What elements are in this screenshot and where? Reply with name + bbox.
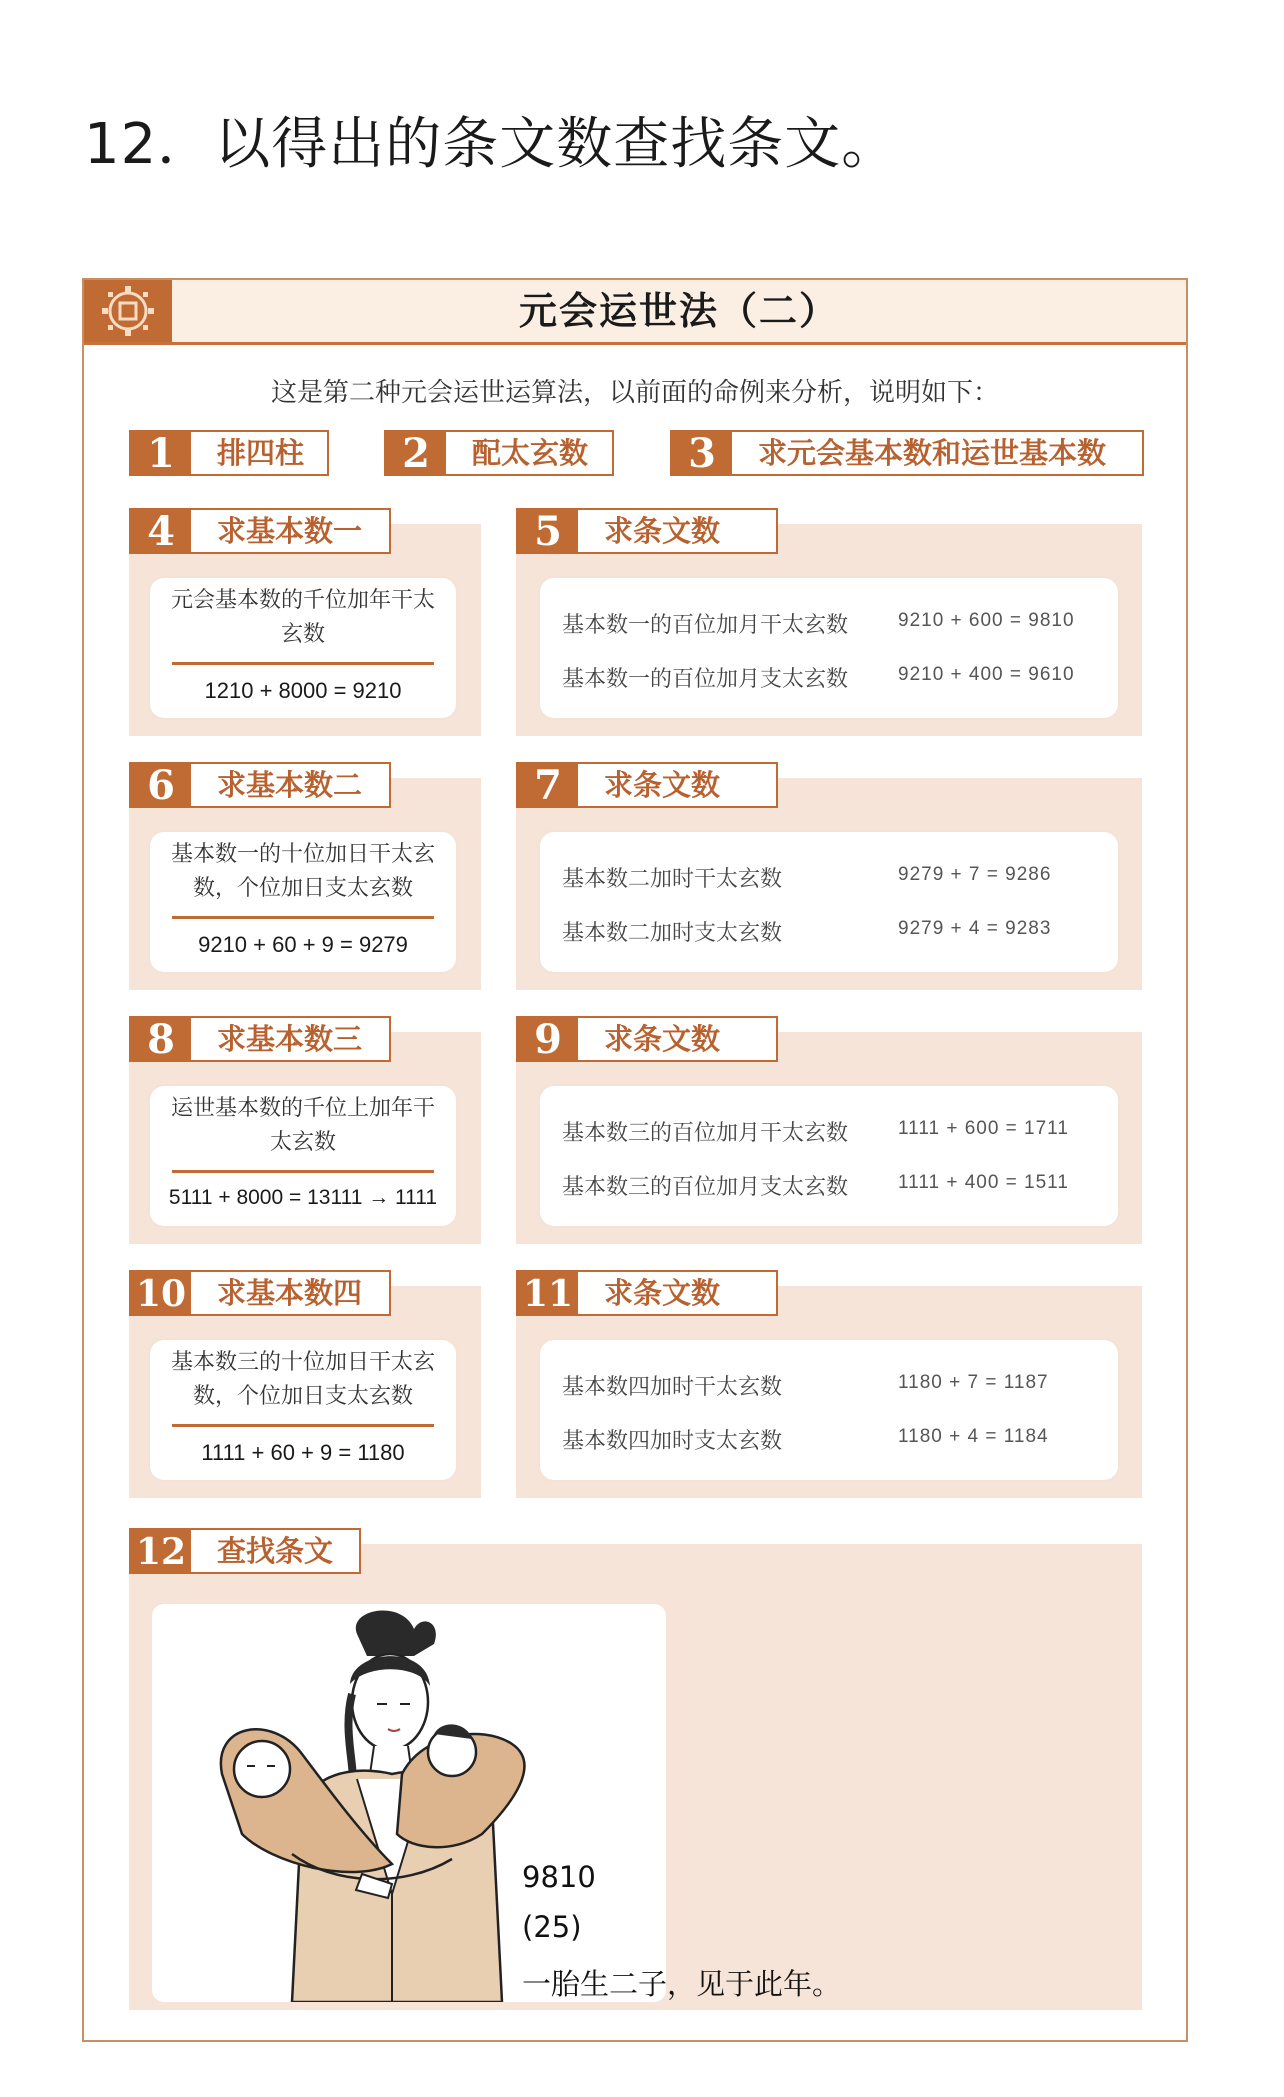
- step-number: 8: [131, 1018, 191, 1060]
- step-9-tab: [516, 1016, 778, 1062]
- row-label: 基本数一的百位加月干太玄数: [562, 613, 849, 638]
- row-formula: 1180 + 4 = 1184: [898, 1426, 1049, 1447]
- step-label: 配太玄数: [472, 436, 589, 470]
- row-formula: 9279 + 4 = 9283: [898, 918, 1052, 939]
- row-label: 基本数三的百位加月干太玄数: [562, 1121, 849, 1146]
- step-12-tab: [129, 1528, 361, 1574]
- page-heading: 12．以得出的条文数查找条文。: [84, 112, 899, 177]
- emblem-icon: [84, 280, 172, 342]
- step-7-card: [540, 832, 1118, 972]
- step-8-card: [150, 1086, 456, 1226]
- row-formula: 9210 + 400 = 9610: [898, 664, 1075, 685]
- step-number: 1: [131, 432, 191, 474]
- step-number: 9: [518, 1018, 578, 1060]
- step-number: 6: [131, 764, 191, 806]
- step-label: 求基本数四: [217, 1276, 363, 1310]
- step-11-tab: [516, 1270, 778, 1316]
- step-10-tab: [129, 1270, 391, 1316]
- result-number: 9810: [522, 1860, 596, 1894]
- row-formula: 9279 + 7 = 9286: [898, 864, 1052, 885]
- divider: [172, 1170, 434, 1173]
- step-8-tab: [129, 1016, 391, 1062]
- step-label: 求基本数二: [217, 768, 363, 802]
- step-7-tab: [516, 762, 778, 808]
- intro-text: 这是第二种元会运世运算法，以前面的命例来分析，说明如下：: [270, 378, 999, 408]
- row-label: 基本数二加时支太玄数: [562, 921, 783, 946]
- step-label: 求条文数: [604, 1276, 721, 1310]
- step-6-card: [150, 832, 456, 972]
- row-label: 基本数四加时支太玄数: [562, 1429, 783, 1454]
- divider: [172, 1424, 434, 1427]
- step-formula: 9210 + 60 + 9 = 9279: [198, 932, 408, 957]
- step-label: 求基本数三: [217, 1022, 363, 1056]
- divider: [172, 916, 434, 919]
- step-label: 查找条文: [217, 1534, 334, 1568]
- step-label: 求元会基本数和运世基本数: [758, 436, 1107, 470]
- row-label: 基本数一的百位加月支太玄数: [562, 667, 849, 692]
- step-label: 求条文数: [604, 514, 721, 548]
- result-verse: 一胎生二子，见于此年。: [522, 1967, 842, 2001]
- step-number: 7: [518, 764, 578, 806]
- step-5-tab: [516, 508, 778, 554]
- step-label: 求基本数一: [217, 514, 363, 548]
- step-11-card: [540, 1340, 1118, 1480]
- row-formula: 1180 + 7 = 1187: [898, 1372, 1049, 1393]
- row-label: 基本数四加时干太玄数: [562, 1375, 783, 1400]
- step-formula: 5111 + 8000 = 13111 → 1111: [168, 1186, 438, 1209]
- row-label: 基本数二加时干太玄数: [562, 867, 783, 892]
- step-description: 元会基本数的千位加年干太玄数: [170, 588, 435, 647]
- diagram-frame: [82, 278, 1188, 2042]
- step-5-card: [540, 578, 1118, 718]
- step-10-card: [150, 1340, 456, 1480]
- title-bar: [84, 280, 1186, 345]
- step-description: 运世基本数的千位上加年干太玄数: [170, 1096, 435, 1155]
- step-number: 12: [131, 1530, 191, 1572]
- diagram-title: 元会运世法（二）: [518, 289, 839, 333]
- step-description: 基本数一的十位加日干太玄数，个位加日支太玄数: [170, 842, 435, 901]
- row-formula: 1111 + 400 = 1511: [898, 1172, 1069, 1193]
- step-1-tab: [129, 430, 329, 476]
- step-label: 求条文数: [604, 1022, 721, 1056]
- step-4-tab: [129, 508, 391, 554]
- row-label: 基本数三的百位加月支太玄数: [562, 1175, 849, 1200]
- step-formula: 1111 + 60 + 9 = 1180: [201, 1440, 405, 1465]
- step-description: 基本数三的十位加日干太玄数，个位加日支太玄数: [170, 1350, 435, 1409]
- step-number: 4: [131, 510, 191, 552]
- step-2-tab: [384, 430, 614, 476]
- step-number: 2: [386, 432, 446, 474]
- step-label: 求条文数: [604, 768, 721, 802]
- step-4-card: [150, 578, 456, 718]
- step-3-tab: [670, 430, 1144, 476]
- result-sub: (25): [522, 1910, 582, 1944]
- step-6-tab: [129, 762, 391, 808]
- divider: [172, 662, 434, 665]
- step-number: 5: [518, 510, 578, 552]
- step-number: 10: [131, 1272, 191, 1314]
- mother-with-twins-illustration: [152, 1604, 666, 2002]
- step-formula: 1210 + 8000 = 9210: [204, 678, 402, 703]
- step-number: 3: [672, 432, 732, 474]
- row-formula: 9210 + 600 = 9810: [898, 610, 1075, 631]
- step-label: 排四柱: [217, 436, 305, 470]
- step-9-card: [540, 1086, 1118, 1226]
- row-formula: 1111 + 600 = 1711: [898, 1118, 1069, 1139]
- illustration-card: [152, 1604, 666, 2002]
- step-number: 11: [518, 1272, 578, 1314]
